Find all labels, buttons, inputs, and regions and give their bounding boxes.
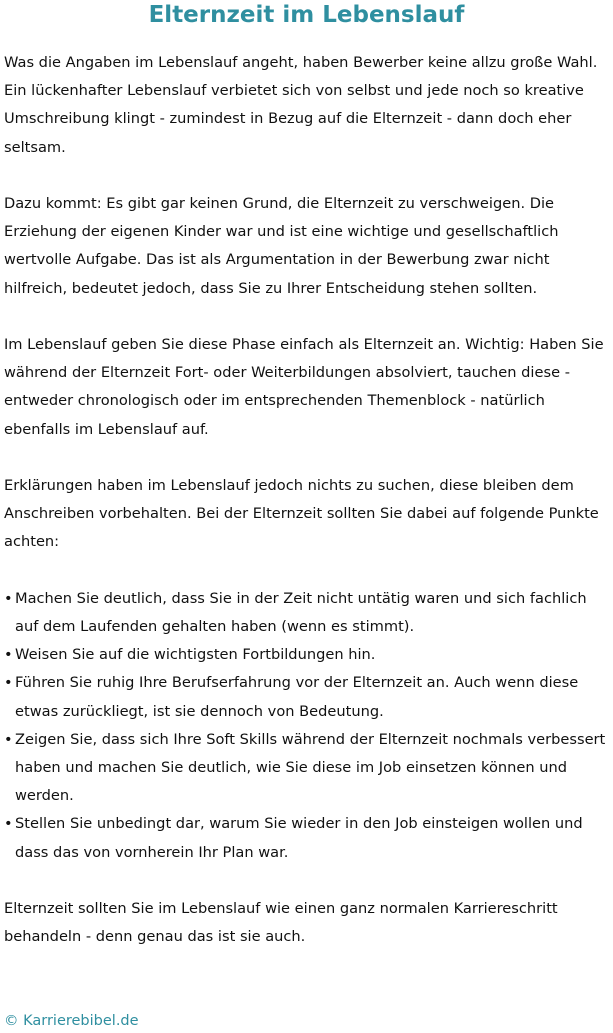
copyright-footer: © Karrierebibel.de [4,1013,139,1029]
paragraph-intro: Was die Angaben im Lebenslauf angeht, haben Bewerber keine allzu große Wahl. Ein lückenhafter Lebenslauf verbietet sich von selbst und jede noch so kreative Umschreibung klingt - zumindest in Bezug auf die Elternzeit - dann doch eher seltsam. [4,54,598,156]
bullet-icon: • [4,589,13,607]
article-body [4,49,610,980]
bullet-icon: • [4,646,13,664]
bullet-icon: • [4,674,13,692]
paragraph-reason: Dazu kommt: Es gibt gar keinen Grund, die Elternzeit zu verschweigen. Die Erziehung der eigenen Kinder war und ist eine wichtige und gesellschaftlich wertvolle Aufgabe. Das ist als Argumentation in der Bewerbung zwar nicht hilfreich, bedeutet jedoch, dass Sie zu Ihrer Entscheidung stehen sollten. [4,195,559,297]
list-item [4,585,610,641]
list-item-text: Zeigen Sie, dass sich Ihre Soft Skills während der Elternzeit nochmals verbessert haben und machen Sie deutlich, wie Sie diese im Job einsetzen können und werden. [15,730,606,805]
list-item [4,641,610,669]
list-item [4,726,610,811]
list-item [4,669,610,725]
paragraph-explanations: Erklärungen haben im Lebenslauf jedoch nichts zu suchen, diese bleiben dem Anschreiben vorbehalten. Bei der Elternzeit sollten Sie dabei auf folgende Punkte achten: [4,477,599,551]
bullet-icon: • [4,815,13,833]
list-item-text: Machen Sie deutlich, dass Sie in der Zeit nicht untätig waren und sich fachlich auf dem Laufenden gehalten haben (wenn es stimmt). [15,589,587,635]
paragraph-cv-entry: Im Lebenslauf geben Sie diese Phase einfach als Elternzeit an. Wichtig: Haben Sie während der Elternzeit Fort- oder Weiterbildungen absolviert, tauchen diese - entweder chronologisch oder im entsprechenden Themenblock - natürlich ebenfalls im Lebenslauf auf. [4,336,604,438]
paragraph-closing: Elternzeit sollten Sie im Lebenslauf wie einen ganz normalen Karriereschritt behandeln - denn genau das ist sie auch. [4,900,558,946]
list-item-text: Stellen Sie unbedingt dar, warum Sie wieder in den Job einsteigen wollen und dass das von vornherein Ihr Plan war. [15,815,583,861]
tips-list [4,585,610,867]
list-item-text: Weisen Sie auf die wichtigsten Fortbildungen hin. [15,646,376,664]
list-item [4,810,610,866]
page-title: Elternzeit im Lebenslauf [148,2,465,28]
list-item-text: Führen Sie ruhig Ihre Berufserfahrung vor der Elternzeit an. Auch wenn diese etwas zurückliegt, ist sie dennoch von Bedeutung. [15,674,579,720]
bullet-icon: • [4,730,13,748]
